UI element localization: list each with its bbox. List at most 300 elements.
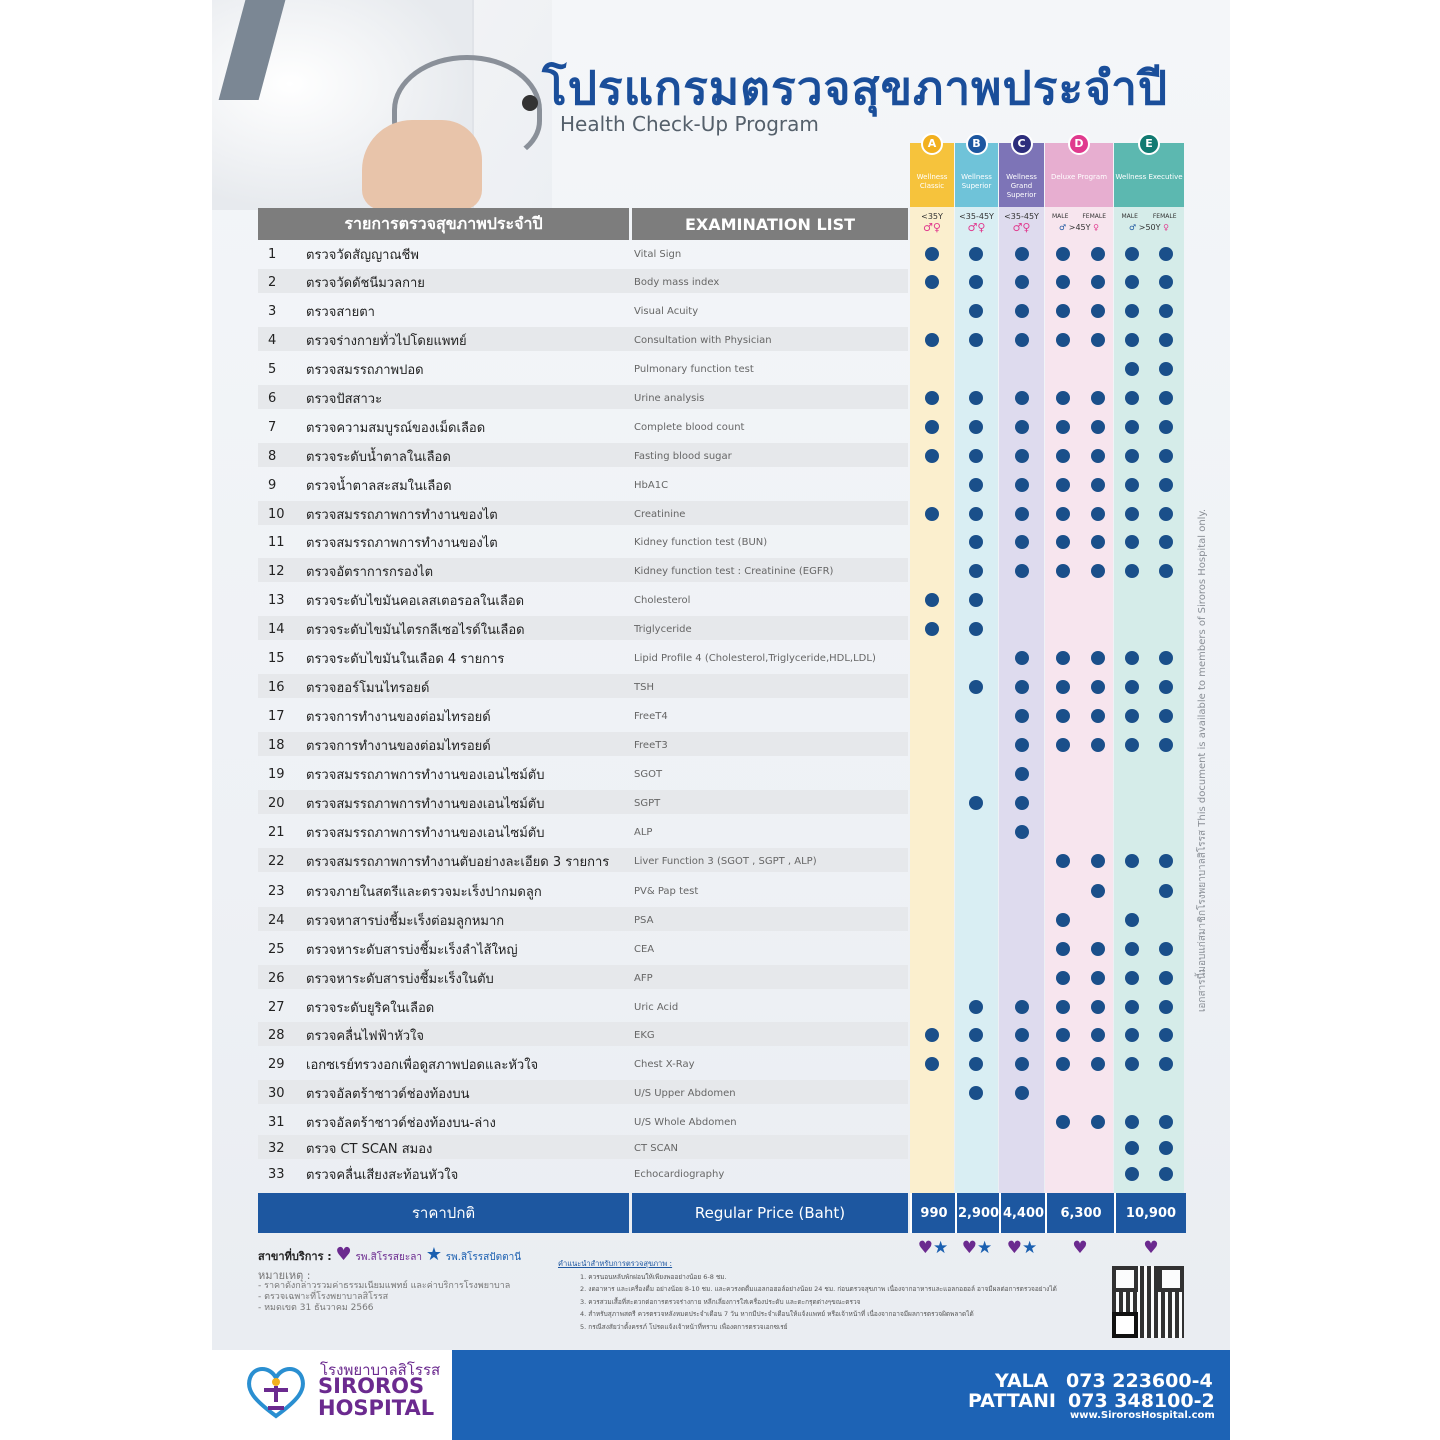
included-dot xyxy=(1091,507,1105,521)
table-row xyxy=(258,677,1184,697)
table-row xyxy=(258,968,1184,988)
included-dot xyxy=(1159,854,1173,868)
row-number: 3 xyxy=(268,303,277,319)
heart-icon: ♥ xyxy=(961,1238,977,1258)
heart-icon: ♥ xyxy=(1006,1238,1022,1258)
exam-english: SGPT xyxy=(634,797,661,809)
exam-english: Liver Function 3 (SGOT , SGPT , ALP) xyxy=(634,855,817,867)
exam-thai: ตรวจระดับไขมันในเลือด 4 รายการ xyxy=(306,651,505,667)
included-dot xyxy=(1125,942,1139,956)
exam-english: Urine analysis xyxy=(634,392,705,404)
branch-yala: รพ.สิโรรสยะลา xyxy=(355,1252,422,1263)
row-number: 29 xyxy=(268,1056,285,1072)
exam-english: U/S Whole Abdomen xyxy=(634,1116,737,1128)
included-dot xyxy=(1091,275,1105,289)
included-dot xyxy=(925,507,939,521)
included-dot xyxy=(1015,1057,1029,1071)
exam-english: CEA xyxy=(634,943,655,955)
exam-english: Fasting blood sugar xyxy=(634,450,732,462)
included-dot xyxy=(1015,247,1029,261)
exam-english: Uric Acid xyxy=(634,1001,679,1013)
included-dot xyxy=(1159,391,1173,405)
package-name: Wellness Executive xyxy=(1114,143,1184,207)
table-row xyxy=(258,446,1184,466)
doctor-photo xyxy=(212,0,552,210)
included-dot xyxy=(1159,1141,1173,1155)
included-dot xyxy=(969,796,983,810)
package-age: MALE FEMALE ♂ >50Y ♀ xyxy=(1121,213,1177,232)
doctor-hand xyxy=(362,120,482,210)
star-icon: ★ xyxy=(425,1244,442,1265)
included-dot xyxy=(1015,420,1029,434)
heart-icon: ♥ xyxy=(917,1238,933,1258)
included-dot xyxy=(1056,420,1070,434)
exam-thai: ตรวจระดับยูริคในเลือด xyxy=(306,1000,435,1016)
heart-icon: ♥ xyxy=(1072,1238,1088,1258)
included-dot xyxy=(1091,971,1105,985)
package-age: <35Y ♂♀ xyxy=(921,212,943,234)
included-dot xyxy=(969,333,983,347)
included-dot xyxy=(925,333,939,347)
row-number: 6 xyxy=(268,390,277,406)
table-row xyxy=(258,532,1184,552)
table-row xyxy=(258,504,1184,524)
included-dot xyxy=(1056,1000,1070,1014)
included-dot xyxy=(1091,478,1105,492)
included-dot xyxy=(1159,709,1173,723)
qr-corner xyxy=(1112,1312,1138,1338)
exam-thai: ตรวจระดับน้ำตาลในเลือด xyxy=(306,449,451,465)
side-disclaimer: เอกสารนี้มอบแก่สมาชิกโรงพยาบาลสิโรรส This document is available to members of Siroros Hospital only. xyxy=(1197,508,1208,1012)
included-dot xyxy=(1015,709,1029,723)
row-number: 5 xyxy=(268,361,277,377)
included-dot xyxy=(1056,275,1070,289)
pattani-label: PATTANI xyxy=(968,1390,1056,1412)
table-row xyxy=(258,272,1184,292)
exam-english: PV& Pap test xyxy=(634,885,699,897)
included-dot xyxy=(1125,304,1139,318)
included-dot xyxy=(1056,1057,1070,1071)
recommendation-line: 3. ควรสวมเสื้อที่สะดวกต่อการตรวจร่างกาย หลีกเลี่ยงการใส่เครื่องประดับ และตะกรุดต่างๆขณะตรวจ xyxy=(580,1297,861,1306)
included-dot xyxy=(1091,738,1105,752)
table-row xyxy=(258,648,1184,668)
website-link[interactable]: www.SirorosHospital.com xyxy=(1070,1410,1215,1421)
included-dot xyxy=(1091,449,1105,463)
exam-thai: ตรวจสมรรถภาพการทำงานของเอนไซม์ตับ xyxy=(306,767,545,783)
page-subtitle: Health Check-Up Program xyxy=(560,112,819,136)
branch-icons-d xyxy=(1046,1238,1114,1258)
included-dot xyxy=(1125,420,1139,434)
exam-english: Chest X-Ray xyxy=(634,1058,695,1070)
package-badge: C xyxy=(1011,133,1033,155)
exam-english: Body mass index xyxy=(634,276,720,288)
included-dot xyxy=(1159,362,1173,376)
included-dot xyxy=(1159,420,1173,434)
table-row xyxy=(258,1025,1184,1045)
included-dot xyxy=(1056,1028,1070,1042)
included-dot xyxy=(1091,854,1105,868)
row-number: 8 xyxy=(268,448,277,464)
exam-thai: ตรวจสายตา xyxy=(306,304,375,320)
included-dot xyxy=(1091,420,1105,434)
table-row xyxy=(258,301,1184,321)
exam-thai: ตรวจหาสารบ่งชี้มะเร็งต่อมลูกหมาก xyxy=(306,913,505,929)
included-dot xyxy=(1159,884,1173,898)
included-dot xyxy=(925,622,939,636)
included-dot xyxy=(925,449,939,463)
exam-thai: ตรวจหาระดับสารบ่งชี้มะเร็งในตับ xyxy=(306,971,494,987)
table-row xyxy=(258,1164,1184,1184)
logo-english-name xyxy=(318,1375,434,1419)
row-number: 21 xyxy=(268,824,285,840)
included-dot xyxy=(1125,391,1139,405)
header-thai: รายการตรวจสุขภาพประจำปี xyxy=(258,208,629,240)
table-row xyxy=(258,561,1184,581)
row-number: 28 xyxy=(268,1027,285,1043)
included-dot xyxy=(969,478,983,492)
included-dot xyxy=(1015,767,1029,781)
included-dot xyxy=(969,420,983,434)
row-number: 13 xyxy=(268,592,285,608)
included-dot xyxy=(1125,275,1139,289)
included-dot xyxy=(1125,971,1139,985)
included-dot xyxy=(969,1000,983,1014)
included-dot xyxy=(1015,1086,1029,1100)
included-dot xyxy=(1125,478,1139,492)
row-number: 24 xyxy=(268,912,285,928)
row-number: 30 xyxy=(268,1085,285,1101)
row-number: 25 xyxy=(268,941,285,957)
table-row xyxy=(258,475,1184,495)
exam-english: FreeT4 xyxy=(634,710,668,722)
included-dot xyxy=(925,247,939,261)
included-dot xyxy=(969,1086,983,1100)
included-dot xyxy=(1159,1115,1173,1129)
exam-english: Vital Sign xyxy=(634,248,682,260)
included-dot xyxy=(1125,709,1139,723)
included-dot xyxy=(1056,564,1070,578)
included-dot xyxy=(1159,247,1173,261)
page-title: โปรแกรมตรวจสุขภาพประจำปี xyxy=(542,61,1169,115)
row-number: 17 xyxy=(268,708,285,724)
included-dot xyxy=(1125,680,1139,694)
table-row xyxy=(258,939,1184,959)
exam-thai: ตรวจหาระดับสารบ่งชี้มะเร็งลำไส้ใหญ่ xyxy=(306,942,518,958)
logo-thai-name: โรงพยาบาลสิโรรส xyxy=(320,1361,441,1379)
exam-english: Creatinine xyxy=(634,508,686,520)
included-dot xyxy=(1056,535,1070,549)
table-row xyxy=(258,590,1184,610)
header-english: EXAMINATION LIST xyxy=(632,208,908,240)
hospital-logo-icon xyxy=(244,1362,308,1422)
included-dot xyxy=(1125,1167,1139,1181)
included-dot xyxy=(1091,247,1105,261)
branch-pattani: รพ.สิโรรสปัตตานี xyxy=(445,1252,522,1263)
included-dot xyxy=(1091,1057,1105,1071)
included-dot xyxy=(969,391,983,405)
included-dot xyxy=(1091,1028,1105,1042)
row-number: 9 xyxy=(268,477,277,493)
included-dot xyxy=(1125,1115,1139,1129)
row-number: 2 xyxy=(268,274,277,290)
row-number: 16 xyxy=(268,679,285,695)
row-number: 31 xyxy=(268,1114,285,1130)
exam-english: Kidney function test (BUN) xyxy=(634,536,768,548)
table-row xyxy=(258,1083,1184,1103)
recommendation-line: 5. กรณีสงสัยว่าตั้งครรภ์ โปรดแจ้งเจ้าหน้าที่ทราบ เพื่องดการตรวจเอกซเรย์ xyxy=(580,1322,788,1331)
package-name: Deluxe Program xyxy=(1045,143,1113,207)
exam-english: Lipid Profile 4 (Cholesterol,Triglyceride,HDL,LDL) xyxy=(634,652,876,664)
exam-thai: ตรวจสมรรถภาพการทำงานของเอนไซม์ตับ xyxy=(306,825,545,841)
included-dot xyxy=(1091,304,1105,318)
included-dot xyxy=(1015,564,1029,578)
included-dot xyxy=(1015,1028,1029,1042)
recommendation-line: 2. งดอาหาร และเครื่องดื่ม อย่างน้อย 8-10 ชม. และควรงดดื่มแอลกอฮอล์อย่างน้อย 24 ชม. ก่อนตรวจสุขภาพ เนื่องจากอาหารและแอลกอฮอล์ อาจมีผลต่อการตรวจอย่างได้ xyxy=(580,1285,1057,1293)
included-dot xyxy=(1015,333,1029,347)
pattani-phone[interactable]: 073 348100-2 xyxy=(1068,1390,1215,1412)
included-dot xyxy=(1015,507,1029,521)
included-dot xyxy=(969,1028,983,1042)
exam-thai: ตรวจสมรรถภาพการทำงานของเอนไซม์ตับ xyxy=(306,796,545,812)
table-row xyxy=(258,1054,1184,1074)
exam-thai: ตรวจร่างกายทั่วไปโดยแพทย์ xyxy=(306,333,467,349)
table-row xyxy=(258,997,1184,1017)
included-dot xyxy=(1091,680,1105,694)
included-dot xyxy=(1125,535,1139,549)
notes-line: - ตรวจเฉพาะที่โรงพยาบาลสิโรรส xyxy=(258,1292,389,1302)
included-dot xyxy=(1015,275,1029,289)
package-badge: D xyxy=(1068,133,1090,155)
exam-thai: ตรวจวัดสัญญาณชีพ xyxy=(306,247,419,263)
included-dot xyxy=(1015,535,1029,549)
branch-icons-e xyxy=(1116,1238,1186,1258)
included-dot xyxy=(1056,507,1070,521)
included-dot xyxy=(1056,854,1070,868)
included-dot xyxy=(1125,913,1139,927)
exam-english: SGOT xyxy=(634,768,663,780)
package-name: Wellness Superior xyxy=(955,143,998,207)
included-dot xyxy=(1056,478,1070,492)
exam-english: Pulmonary function test xyxy=(634,363,754,375)
included-dot xyxy=(1056,391,1070,405)
notes-title: หมายเหตุ : xyxy=(258,1269,311,1282)
included-dot xyxy=(1125,1057,1139,1071)
exam-thai: เอกซเรย์ทรวงอกเพื่อดูสภาพปอดและหัวใจ xyxy=(306,1057,539,1073)
included-dot xyxy=(1015,304,1029,318)
included-dot xyxy=(1056,247,1070,261)
table-row xyxy=(258,851,1184,871)
exam-thai: ตรวจฮอร์โมนไทรอยด์ xyxy=(306,680,430,696)
included-dot xyxy=(1125,247,1139,261)
row-number: 32 xyxy=(268,1140,285,1156)
recommendations-title: คำแนะนำสำหรับการตรวจสุขภาพ : xyxy=(558,1259,673,1268)
included-dot xyxy=(1015,449,1029,463)
notes-line: - ราคาดังกล่าวรวมค่าธรรมเนียมแพทย์ และค่าบริการโรงพยาบาล xyxy=(258,1281,511,1291)
exam-thai: ตรวจคลื่นเสียงสะท้อนหัวใจ xyxy=(306,1167,459,1183)
included-dot xyxy=(1159,1057,1173,1071)
price-label-en: Regular Price (Baht) xyxy=(632,1193,908,1233)
age-female-label: FEMALE xyxy=(1152,213,1177,220)
included-dot xyxy=(969,622,983,636)
branch-icons-c xyxy=(1000,1238,1044,1258)
exam-english: FreeT3 xyxy=(634,739,668,751)
included-dot xyxy=(1125,507,1139,521)
included-dot xyxy=(925,391,939,405)
included-dot xyxy=(1056,449,1070,463)
exam-thai: ตรวจการทำงานของต่อมไทรอยด์ xyxy=(306,738,491,754)
table-row xyxy=(258,388,1184,408)
included-dot xyxy=(969,1057,983,1071)
row-number: 26 xyxy=(268,970,285,986)
included-dot xyxy=(1159,971,1173,985)
included-dot xyxy=(1159,1167,1173,1181)
included-dot xyxy=(1159,535,1173,549)
included-dot xyxy=(1015,680,1029,694)
exam-thai: ตรวจอัตราการกรองไต xyxy=(306,564,434,580)
star-icon: ★ xyxy=(977,1238,993,1258)
included-dot xyxy=(1125,738,1139,752)
package-age: MALE FEMALE ♂ >45Y ♀ xyxy=(1051,213,1107,232)
price-d: 6,300 xyxy=(1045,1193,1115,1233)
table-row xyxy=(258,359,1184,379)
price-b: 2,900 xyxy=(955,1193,1000,1233)
notes xyxy=(258,1270,510,1314)
included-dot xyxy=(1159,333,1173,347)
age-male-label: MALE xyxy=(1121,213,1138,220)
included-dot xyxy=(1091,651,1105,665)
table-row xyxy=(258,1112,1184,1132)
age-male-label: MALE xyxy=(1051,213,1069,220)
exam-english: Cholesterol xyxy=(634,594,691,606)
exam-thai: ตรวจระดับไขมันไตรกลีเซอไรด์ในเลือด xyxy=(306,622,525,638)
exam-english: TSH xyxy=(634,681,654,693)
included-dot xyxy=(969,535,983,549)
age-female-label: FEMALE xyxy=(1082,213,1107,220)
included-dot xyxy=(1125,854,1139,868)
included-dot xyxy=(1091,564,1105,578)
exam-english: Kidney function test : Creatinine (EGFR) xyxy=(634,565,834,577)
included-dot xyxy=(1125,333,1139,347)
included-dot xyxy=(1015,796,1029,810)
exam-thai: ตรวจสมรรถภาพการทำงานของไต xyxy=(306,535,498,551)
row-number: 1 xyxy=(268,246,277,262)
table-row xyxy=(258,910,1184,930)
included-dot xyxy=(1125,651,1139,665)
included-dot xyxy=(925,1057,939,1071)
included-dot xyxy=(1056,304,1070,318)
included-dot xyxy=(1159,449,1173,463)
included-dot xyxy=(1056,651,1070,665)
included-dot xyxy=(1125,1141,1139,1155)
exam-thai: ตรวจน้ำตาลสะสมในเลือด xyxy=(306,478,452,494)
included-dot xyxy=(969,564,983,578)
branch-icons-b xyxy=(956,1238,998,1258)
heart-icon: ♥ xyxy=(1143,1238,1159,1258)
included-dot xyxy=(1056,738,1070,752)
row-number: 33 xyxy=(268,1166,285,1182)
exam-thai: ตรวจระดับไขมันคอเลสเตอรอลในเลือด xyxy=(306,593,525,609)
included-dot xyxy=(1159,564,1173,578)
row-number: 20 xyxy=(268,795,285,811)
included-dot xyxy=(1056,942,1070,956)
table-row xyxy=(258,417,1184,437)
exam-thai: ตรวจภายในสตรีและตรวจมะเร็งปากมดลูก xyxy=(306,884,542,900)
row-number: 22 xyxy=(268,853,285,869)
yala-label: YALA xyxy=(995,1370,1049,1392)
table-row xyxy=(258,619,1184,639)
exam-thai: ตรวจสมรรถภาพการทำงานตับอย่างละเอียด 3 รายการ xyxy=(306,854,610,870)
included-dot xyxy=(1159,275,1173,289)
row-number: 11 xyxy=(268,534,285,550)
table-row xyxy=(258,764,1184,784)
row-number: 15 xyxy=(268,650,285,666)
package-name: Wellness Grand Superior xyxy=(999,143,1044,207)
included-dot xyxy=(925,420,939,434)
included-dot xyxy=(969,247,983,261)
included-dot xyxy=(969,593,983,607)
row-number: 18 xyxy=(268,737,285,753)
exam-english: PSA xyxy=(634,914,654,926)
exam-english: U/S Upper Abdomen xyxy=(634,1087,736,1099)
exam-english: EKG xyxy=(634,1029,655,1041)
price-label-th: ราคาปกติ xyxy=(258,1193,629,1233)
included-dot xyxy=(1159,507,1173,521)
exam-english: ALP xyxy=(634,826,653,838)
included-dot xyxy=(1091,884,1105,898)
exam-thai: ตรวจสมรรถภาพการทำงานของไต xyxy=(306,507,498,523)
exam-thai: ตรวจอัลตร้าซาวด์ช่องท้องบน-ล่าง xyxy=(306,1115,496,1131)
row-number: 19 xyxy=(268,766,285,782)
exam-thai: ตรวจความสมบูรณ์ของเม็ดเลือด xyxy=(306,420,486,436)
package-badge: A xyxy=(921,133,943,155)
included-dot xyxy=(1015,651,1029,665)
included-dot xyxy=(1056,1115,1070,1129)
row-number: 14 xyxy=(268,621,285,637)
package-badge: B xyxy=(966,133,988,155)
star-icon: ★ xyxy=(933,1238,949,1258)
package-age: <35-45Y ♂♀ xyxy=(1004,212,1039,234)
included-dot xyxy=(1015,391,1029,405)
yala-phone[interactable]: 073 223600-4 xyxy=(1066,1370,1213,1392)
price-c: 4,400 xyxy=(999,1193,1046,1233)
table-row xyxy=(258,1138,1184,1158)
exam-english: Visual Acuity xyxy=(634,305,699,317)
heart-icon: ♥ xyxy=(335,1244,352,1265)
recommendation-line: 1. ควรนอนหลับพักผ่อนให้เพียงพออย่างน้อย 6-8 ชม. xyxy=(580,1272,727,1281)
exam-thai: ตรวจปัสสาวะ xyxy=(306,391,383,407)
table-row xyxy=(258,793,1184,813)
package-badge: E xyxy=(1138,133,1160,155)
logo-line-2: HOSPITAL xyxy=(318,1396,435,1420)
exam-thai: ตรวจอัลตร้าซาวด์ช่องท้องบน xyxy=(306,1086,470,1102)
row-number: 7 xyxy=(268,419,277,435)
recommendations xyxy=(558,1258,1098,1333)
recommendation-line: 4. สำหรับสุภาพสตรี ควรตรวจหลังหมดประจำเดือน 7 วัน หากมีประจำเดือนให้แจ้งแพทย์ หรือเจ้าหน้าที่ เนื่องจากอาจมีผลการตรวจผิดพลาดได้ xyxy=(580,1310,974,1318)
exam-thai: ตรวจคลื่นไฟฟ้าหัวใจ xyxy=(306,1028,424,1044)
included-dot xyxy=(925,275,939,289)
price-e: 10,900 xyxy=(1114,1193,1186,1233)
included-dot xyxy=(969,507,983,521)
star-icon: ★ xyxy=(1022,1238,1038,1258)
row-number: 4 xyxy=(268,332,277,348)
table-row xyxy=(258,244,1184,264)
row-number: 27 xyxy=(268,999,285,1015)
included-dot xyxy=(1159,1028,1173,1042)
included-dot xyxy=(1091,391,1105,405)
included-dot xyxy=(1125,362,1139,376)
included-dot xyxy=(1091,709,1105,723)
exam-english: Echocardiography xyxy=(634,1168,725,1180)
